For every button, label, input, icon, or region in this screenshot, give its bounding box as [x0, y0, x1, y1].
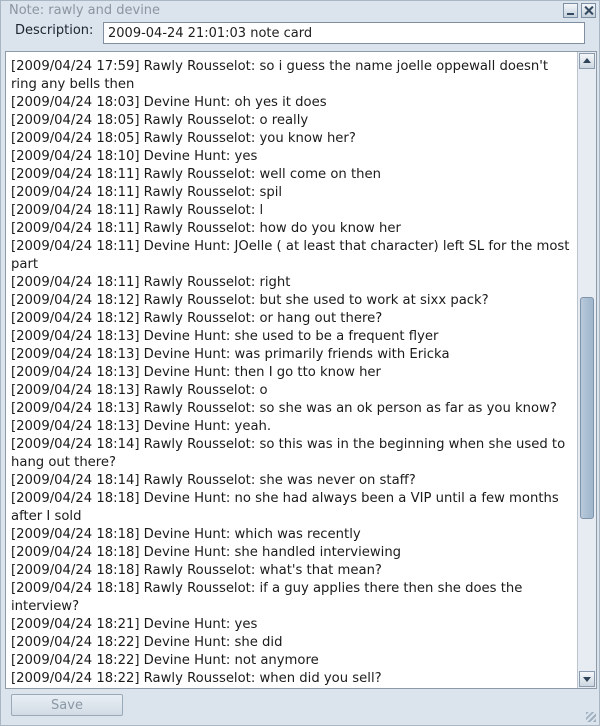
transcript-line: [2009/04/24 18:13] Rawly Rousselot: so she was an ok person as far as you know?: [11, 401, 557, 416]
transcript-line: [2009/04/24 18:05] Rawly Rousselot: o really: [11, 113, 309, 128]
transcript-line: [2009/04/24 18:05] Rawly Rousselot: you know her?: [11, 131, 356, 146]
transcript-line: [2009/04/24 18:22] Rawly Rousselot: when did you sell?: [11, 671, 382, 686]
transcript-line: [2009/04/24 18:18] Rawly Rousselot: if a guy applies there then she does the interview?: [11, 581, 523, 614]
transcript-line: [2009/04/24 18:18] Devine Hunt: which was recently: [11, 527, 361, 542]
transcript-content[interactable]: [11, 58, 576, 689]
transcript-line: [2009/04/24 18:11] Devine Hunt: JOelle ( at least that character) left SL for the most part: [11, 239, 570, 272]
scrollbar-thumb[interactable]: [580, 297, 594, 519]
resize-grip-icon[interactable]: [586, 712, 596, 722]
minimize-icon[interactable]: [563, 3, 578, 18]
description-label: Description:: [15, 23, 94, 38]
transcript-line: [2009/04/24 18:14] Rawly Rousselot: she was never on staff?: [11, 473, 416, 488]
title-bar[interactable]: [1, 1, 599, 21]
transcript-line: [2009/04/24 18:13] Devine Hunt: she used to be a frequent flyer: [11, 329, 439, 344]
transcript-line: [2009/04/24 18:12] Rawly Rousselot: but she used to work at sixx pack?: [11, 293, 489, 308]
transcript-line: [2009/04/24 18:10] Devine Hunt: yes: [11, 149, 258, 164]
transcript-line: [2009/04/24 18:21] Devine Hunt: yes: [11, 617, 258, 632]
transcript-line: [2009/04/24 18:18] Rawly Rousselot: what's that mean?: [11, 563, 382, 578]
transcript-line: [2009/04/24 18:13] Rawly Rousselot: o: [11, 383, 268, 398]
transcript-line: [2009/04/24 18:11] Rawly Rousselot: how do you know her: [11, 221, 401, 236]
save-button[interactable]: Save: [11, 694, 123, 716]
transcript-line: [2009/04/24 18:18] Devine Hunt: she handled interviewing: [11, 545, 402, 560]
note-text-area[interactable]: [5, 51, 597, 689]
transcript-line: [2009/04/24 18:14] Rawly Rousselot: so this was in the beginning when she used to hang out there?: [11, 437, 566, 470]
transcript-line: [2009/04/24 18:11] Rawly Rousselot: right: [11, 275, 291, 290]
transcript-line: [2009/04/24 18:22] Devine Hunt: she did: [11, 635, 283, 650]
transcript-line: [2009/04/24 18:18] Devine Hunt: no she had always been a VIP until a few months after I sold: [11, 491, 559, 524]
transcript-line: [2009/04/24 18:12] Rawly Rousselot: or hang out there?: [11, 311, 383, 326]
transcript-line: [2009/04/24 18:13] Devine Hunt: yeah.: [11, 419, 272, 434]
transcript-line: [2009/04/24 18:11] Rawly Rousselot: l: [11, 203, 264, 218]
transcript-line: [11, 688, 576, 689]
transcript-line: [2009/04/24 18:03] Devine Hunt: oh yes it does: [11, 95, 327, 110]
window-title: Note: rawly and devine: [9, 3, 161, 18]
transcript-line: [2009/04/24 18:11] Rawly Rousselot: well come on then: [11, 167, 381, 182]
transcript-line: [2009/04/24 18:13] Devine Hunt: was primarily friends with Ericka: [11, 347, 450, 362]
scroll-down-arrow-icon[interactable]: [579, 671, 595, 687]
transcript-line: [2009/04/24 17:59] Rawly Rousselot: so i guess the name joelle oppewall doesn't ring any bells then: [11, 59, 549, 92]
close-icon[interactable]: [581, 3, 596, 18]
transcript-line: [2009/04/24 18:22] Devine Hunt: not anymore: [11, 653, 319, 668]
transcript-line: [2009/04/24 18:13] Devine Hunt: then I go tto know her: [11, 365, 381, 380]
scroll-up-arrow-icon[interactable]: [579, 53, 595, 69]
vertical-scrollbar[interactable]: [577, 52, 596, 688]
transcript-line: [2009/04/24 18:11] Rawly Rousselot: spil: [11, 185, 283, 200]
description-field[interactable]: [103, 22, 585, 44]
